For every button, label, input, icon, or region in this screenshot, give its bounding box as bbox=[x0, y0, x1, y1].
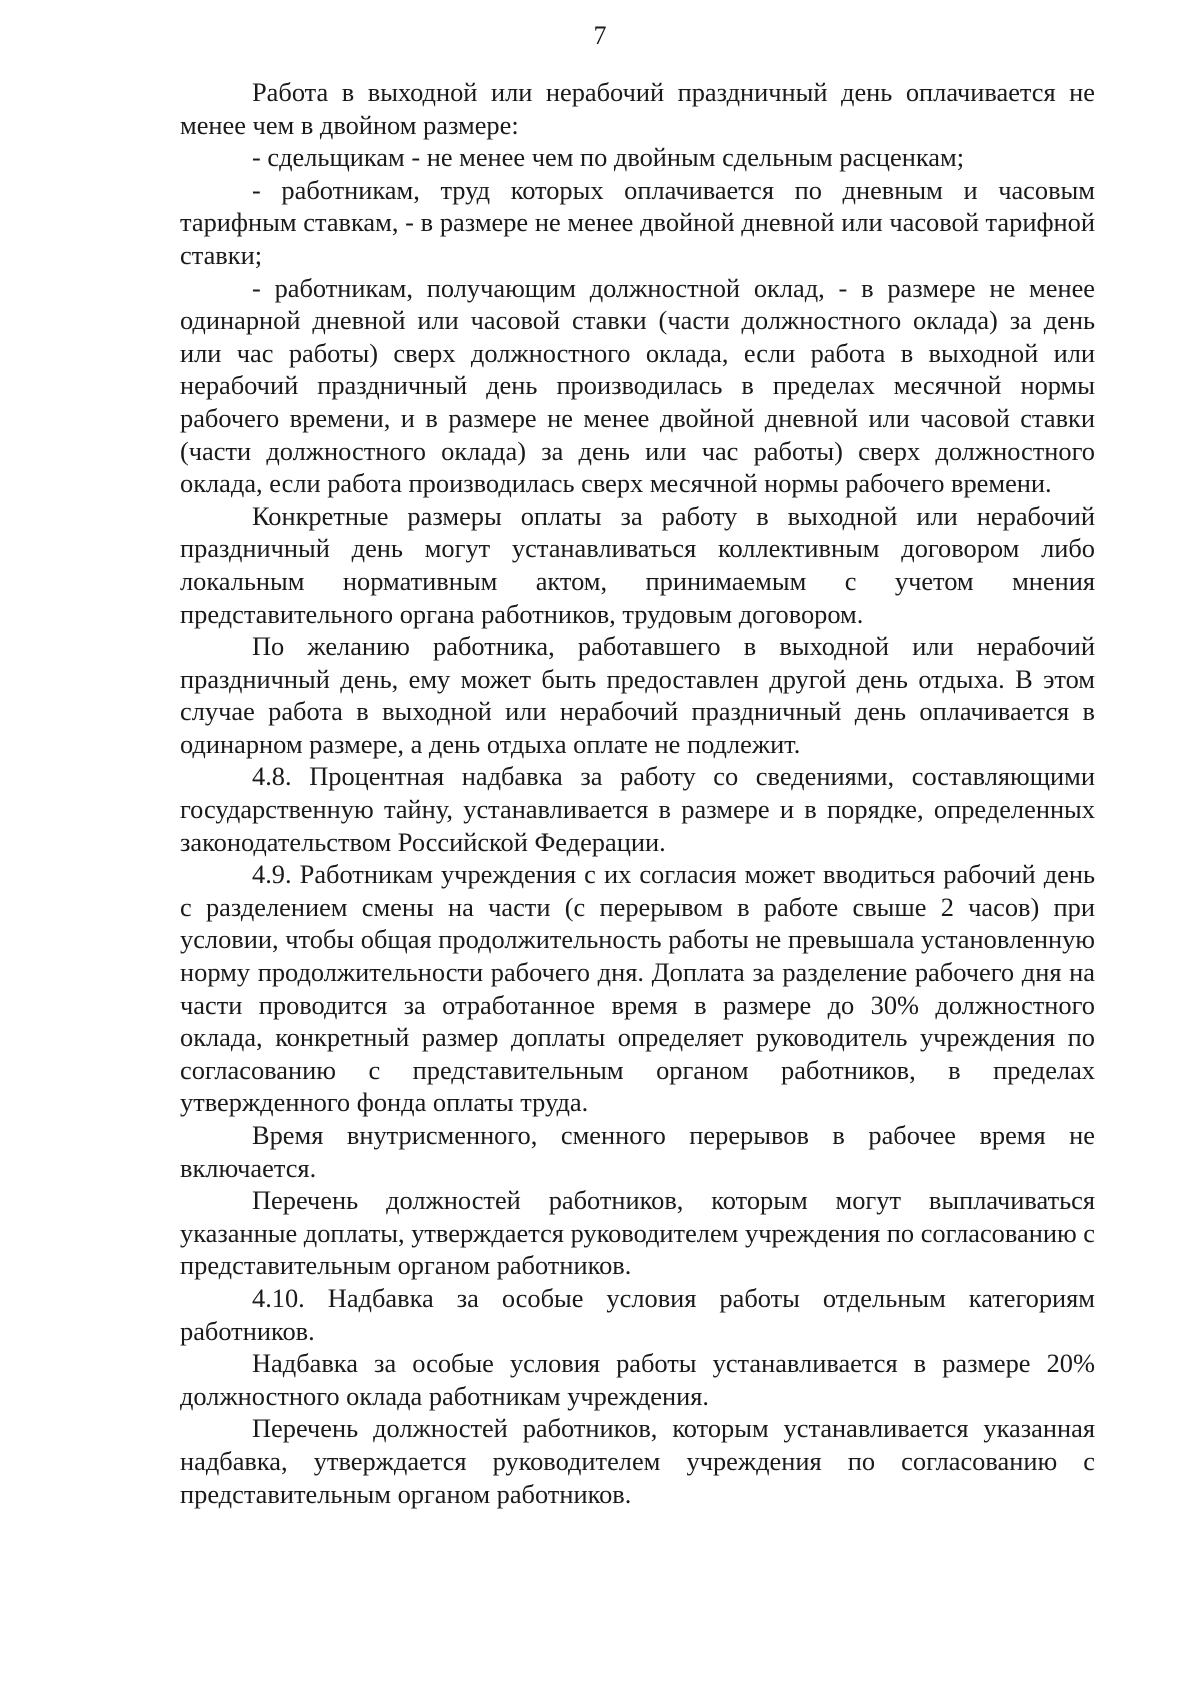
paragraph-piece-workers: - сдельщикам - не менее чем по двойным сдельным расценкам; bbox=[252, 142, 965, 173]
paragraph-section-4-8: 4.8. Процентная надбавка за работу со сведениями, составляющими государственную тайну, устанавливается в размере и в порядке, определенных законодательством Российской Федерации. bbox=[180, 761, 1095, 857]
paragraph-day-off-option: По желанию работника, работавшего в выходной или нерабочий праздничный день, ему может быть предоставлен другой день отдыха. В этом случае работа в выходной или нерабочий праздничный день оплачивается в одинарном размере, а день отдыха оплате не подлежит. bbox=[180, 631, 1095, 759]
paragraph-positions-list-nadbavka: Перечень должностей работников, которым устанавливается указанная надбавка, утверждается руководителем учреждения по согласованию с представительным органом работников. bbox=[180, 1413, 1095, 1509]
paragraph-section-4-10: 4.10. Надбавка за особые условия работы отдельным категориям работников. bbox=[180, 1282, 1095, 1346]
document-body bbox=[180, 76, 1095, 1510]
paragraph-special-conditions-rate: Надбавка за особые условия работы устанавливается в размере 20% должностного оклада работникам учреждения. bbox=[180, 1348, 1095, 1411]
paragraph-positions-list-doplaty: Перечень должностей работников, которым могут выплачиваться указанные доплаты, утверждается руководителем учреждения по согласованию с представительным органом работников. bbox=[180, 1185, 1095, 1281]
paragraph-break-time: Время внутрисменного, сменного перерывов в рабочее время не включается. bbox=[180, 1120, 1095, 1183]
paragraph-tariff-workers: - работникам, труд которых оплачивается по дневным и часовым тарифным ставкам, - в размере не менее двойной дневной или часовой тарифной ставки; bbox=[180, 174, 1095, 270]
page-number: 7 bbox=[593, 21, 607, 50]
paragraph-holiday-pay-intro: Работа в выходной или нерабочий праздничный день оплачивается не менее чем в двойном размере: bbox=[180, 77, 1095, 140]
paragraph-specific-amounts: Конкретные размеры оплаты за работу в выходной или нерабочий праздничный день могут устанавливаться коллективным договором либо локальным нормативным актом, принимаемым с учетом мнения представительного органа работников, трудовым договором. bbox=[180, 500, 1095, 629]
paragraph-section-4-9: 4.9. Работникам учреждения с их согласия может вводиться рабочий день с разделением смены на части (с перерывом в работе свыше 2 часов) при условии, чтобы общая продолжительность работы не превышала установленную норму продолжительности рабочего дня. Доплата за разделение рабочего дня на части проводится за отработанное время в размере до 30% должностного оклада, конкретный размер доплаты определяет руководитель учреждения по согласованию с представительным органом работников, в пределах утвержденного фонда оплаты труда. bbox=[180, 859, 1095, 1118]
paragraph-salaried-workers: - работникам, получающим должностной оклад, - в размере не менее одинарной дневной или часовой ставки (части должностного оклада) за день или час работы) сверх должностного оклада, если работа в выходной или нерабочий праздничный день производилась в пределах месячной нормы рабочего времени, и в размере не менее двойной дневной или часовой ставки (части должностного оклада) за день или час работы) сверх должностного оклада, если работа производилась сверх месячной нормы рабочего времени. bbox=[180, 272, 1095, 499]
